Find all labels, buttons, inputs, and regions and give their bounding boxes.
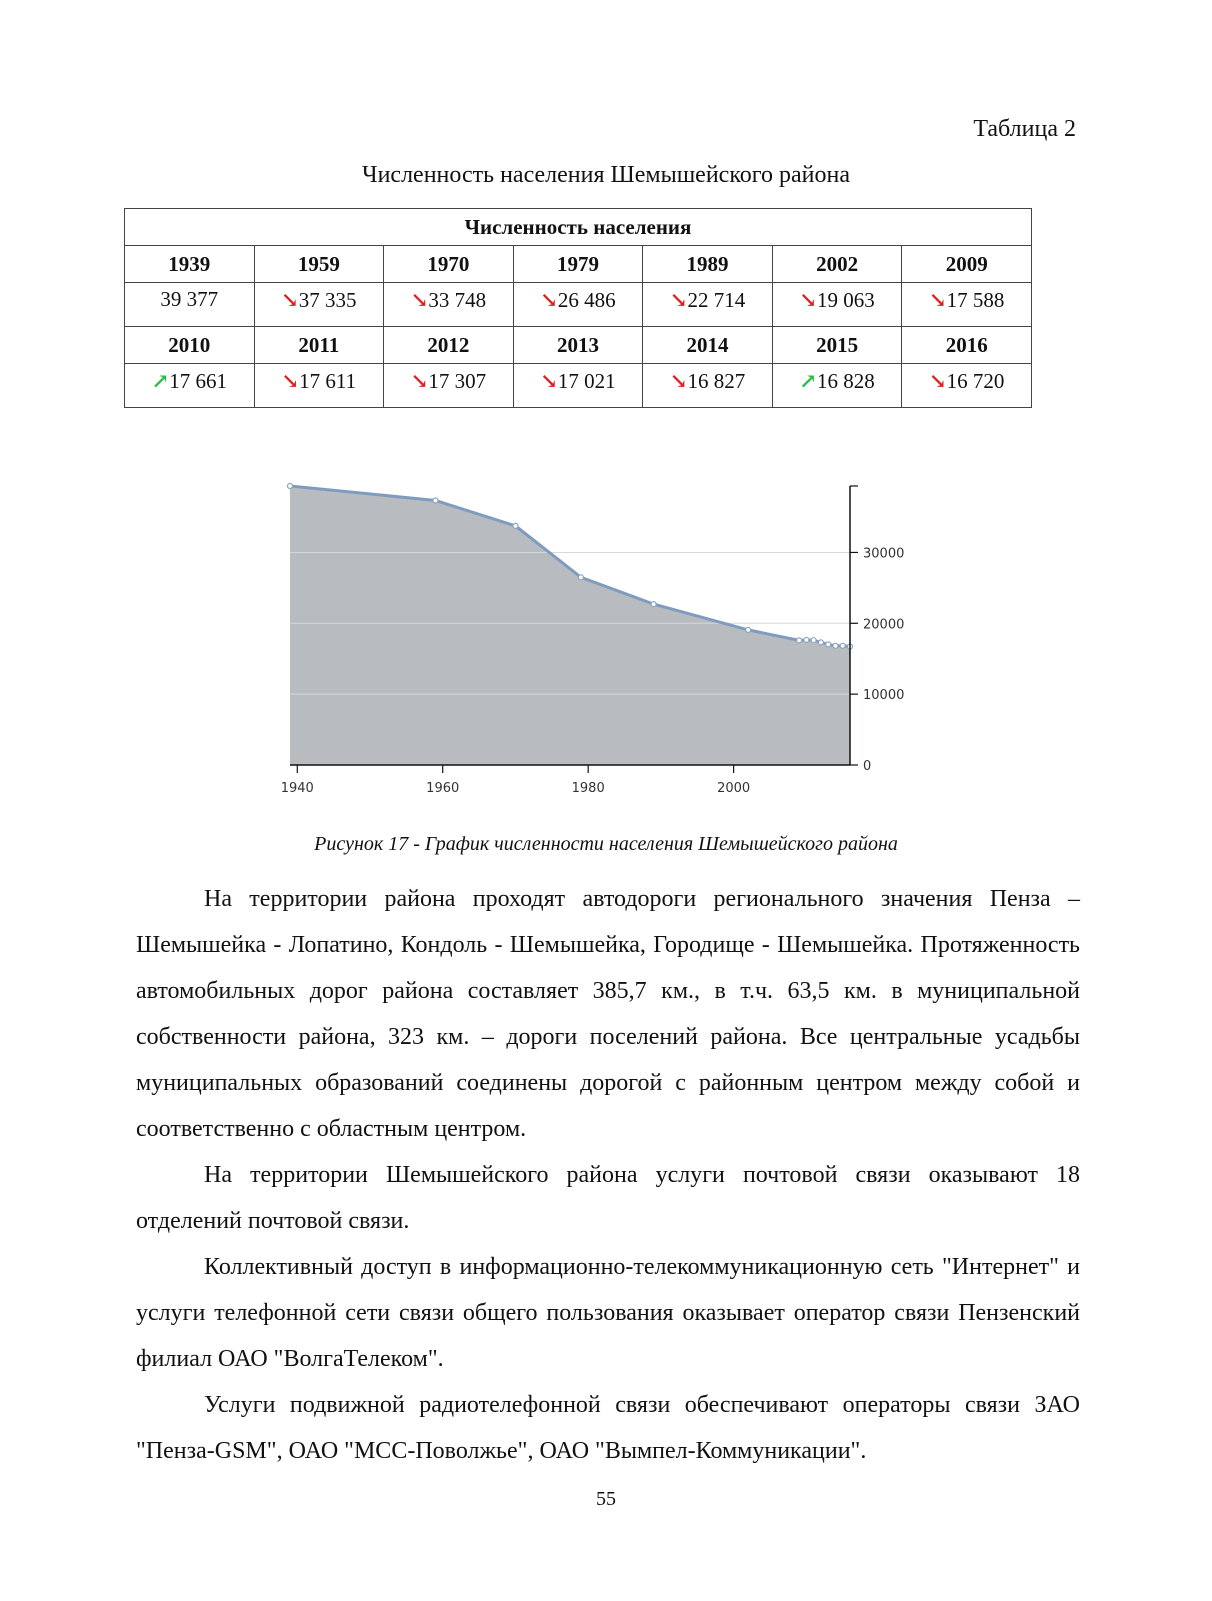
year-cell: 1979: [513, 246, 643, 283]
year-cell: 2015: [772, 327, 902, 364]
year-cell: 2014: [643, 327, 773, 364]
year-cell: 1939: [125, 246, 255, 283]
population-value: 16 828: [817, 369, 875, 393]
year-cell: 2013: [513, 327, 643, 364]
trend-arrow-icon: ↘: [929, 288, 947, 312]
table-title: Численность населения Шемышейского района: [361, 162, 851, 188]
year-cell: 2012: [384, 327, 514, 364]
data-point: [288, 484, 293, 489]
paragraph: На территории района проходят автодороги регионального значения Пенза – Шемышейка - Лопатино, Кондоль - Шемышейка, Городище - Шемышейка. Протяженность автомобильных дорог района составляет 385,7 км., в т.ч. 63,5 км. в муниципальной собственности района, 323 км. – дороги поселений района. Все центральные усадьбы муниципальных образований соединены дорогой с районным центром между собой и соответственно с областным центром.: [136, 886, 1080, 1142]
population-value: 17 611: [299, 369, 357, 393]
value-cell: [125, 283, 255, 327]
population-value: 39 377: [160, 287, 219, 311]
area-fill: [290, 486, 850, 765]
value-cell: [643, 364, 773, 408]
data-point: [433, 498, 438, 503]
value-cell: [902, 364, 1032, 408]
value-cell: [384, 283, 514, 327]
paragraph: Услуги подвижной радиотелефонной связи обеспечивают операторы связи ЗАО "Пенза-GSM", ОАО "МСС-Поволжье", ОАО "Вымпел-Коммуникации".: [136, 1392, 1080, 1464]
table-header: Численность населения: [125, 209, 1032, 246]
table-label: Таблица 2: [973, 116, 1076, 142]
year-cell: 1970: [384, 246, 514, 283]
data-point: [746, 627, 751, 632]
body-text: [136, 876, 1080, 1474]
values-row: [125, 364, 1032, 408]
trend-arrow-icon: ↘: [669, 288, 688, 312]
years-row: [125, 327, 1032, 364]
y-tick-label: 30000: [863, 546, 905, 562]
population-chart: [260, 480, 905, 820]
value-cell: [902, 283, 1032, 327]
data-point: [811, 638, 816, 643]
trend-arrow-icon: ↘: [540, 369, 558, 393]
value-cell: [513, 364, 643, 408]
data-point: [818, 640, 823, 645]
population-value: 17 661: [169, 369, 227, 393]
trend-arrow-icon: ↘: [540, 288, 558, 312]
population-value: 17 588: [946, 288, 1005, 312]
y-tick-label: 10000: [863, 688, 905, 704]
value-cell: [513, 283, 643, 327]
value-cell: [384, 364, 514, 408]
year-cell: 2010: [125, 327, 255, 364]
data-point: [578, 575, 583, 580]
figure-caption: Рисунок 17 - График численности населения Шемышейского района: [314, 833, 898, 855]
y-tick-label: 20000: [863, 617, 905, 633]
paragraph: На территории Шемышейского района услуги почтовой связи оказывают 18 отделений почтовой связи.: [136, 1162, 1080, 1234]
data-point: [833, 643, 838, 648]
population-value: 16 720: [946, 369, 1005, 393]
trend-arrow-icon: ↘: [929, 369, 947, 393]
data-point: [651, 602, 656, 607]
year-cell: 1959: [254, 246, 384, 283]
data-point: [804, 637, 809, 642]
population-value: 17 307: [428, 369, 487, 393]
population-value: 19 063: [817, 288, 875, 312]
year-cell: 2016: [902, 327, 1032, 364]
data-point: [797, 638, 802, 643]
data-point: [826, 642, 831, 647]
data-point: [513, 523, 518, 528]
value-cell: [643, 283, 773, 327]
values-row: [125, 283, 1032, 327]
x-tick-label: 1940: [280, 781, 314, 796]
population-value: 33 748: [428, 288, 487, 312]
population-value: 37 335: [298, 288, 357, 312]
trend-arrow-icon: ↘: [799, 288, 818, 312]
years-row: [125, 246, 1032, 283]
value-cell: [254, 283, 384, 327]
year-cell: 2002: [772, 246, 902, 283]
value-cell: [125, 364, 255, 408]
year-cell: 1989: [643, 246, 773, 283]
x-tick-label: 1980: [571, 781, 605, 796]
trend-arrow-icon: ↗: [799, 369, 818, 393]
value-cell: [772, 283, 902, 327]
trend-arrow-icon: ↗: [151, 369, 170, 393]
population-value: 17 021: [557, 369, 616, 393]
trend-arrow-icon: ↘: [410, 288, 429, 312]
page-number: 55: [596, 1488, 616, 1510]
trend-arrow-icon: ↘: [281, 369, 300, 393]
year-cell: 2011: [254, 327, 384, 364]
trend-arrow-icon: ↘: [281, 288, 299, 312]
trend-arrow-icon: ↘: [410, 369, 429, 393]
value-cell: [254, 364, 384, 408]
x-tick-label: 2000: [717, 781, 751, 796]
data-point: [840, 643, 845, 648]
value-cell: [772, 364, 902, 408]
population-value: 26 486: [557, 288, 616, 312]
population-value: 16 827: [687, 369, 746, 393]
x-tick-label: 1960: [426, 781, 460, 796]
y-tick-label: 0: [863, 759, 872, 774]
year-cell: 2009: [902, 246, 1032, 283]
population-value: 22 714: [687, 288, 746, 312]
paragraph: Коллективный доступ в информационно-телекоммуникационную сеть "Интернет" и услуги телефонной сети связи общего пользования оказывает оператор связи Пензенский филиал ОАО "ВолгаТелеком".: [136, 1254, 1080, 1372]
population-table: [124, 208, 1032, 408]
trend-arrow-icon: ↘: [669, 369, 688, 393]
